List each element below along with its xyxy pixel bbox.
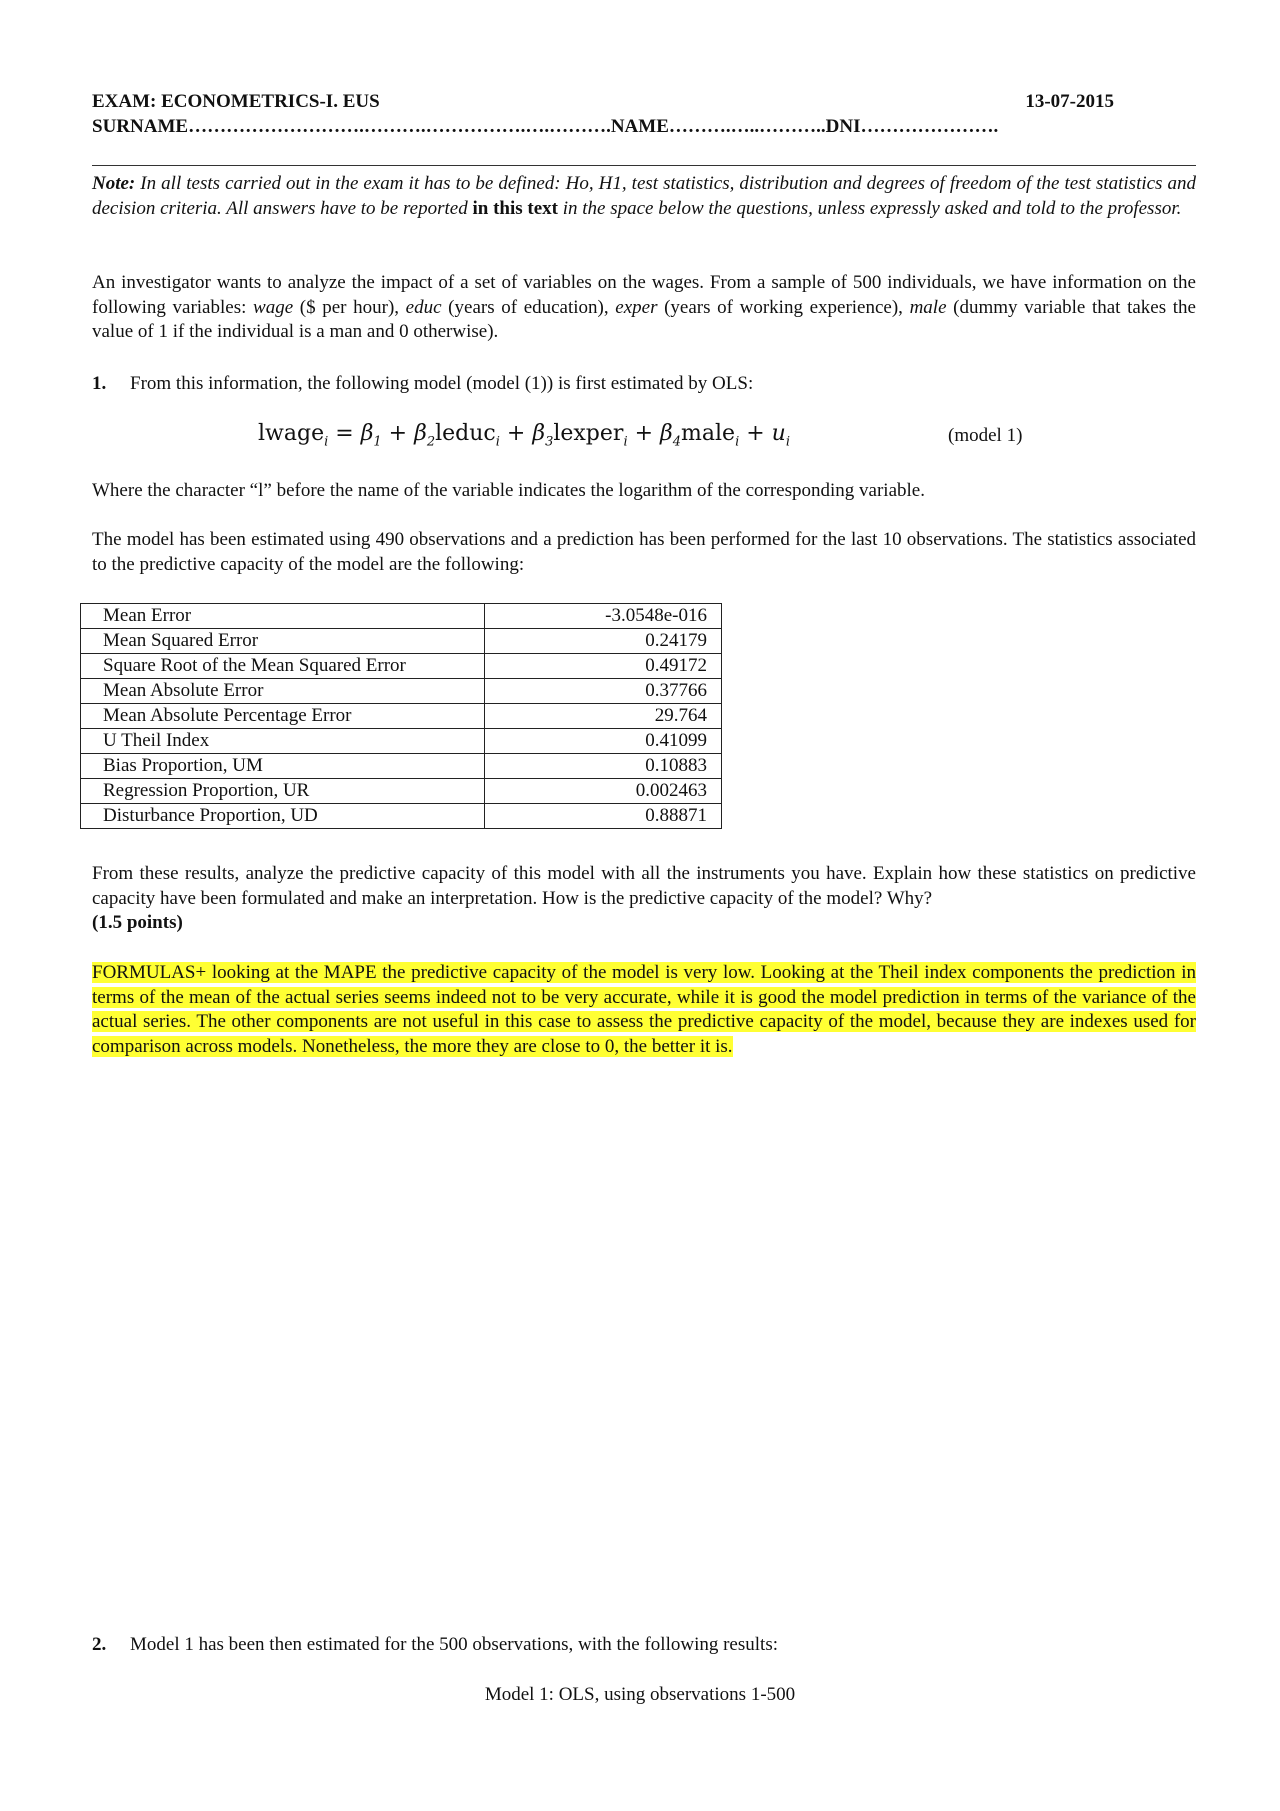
where-paragraph: Where the character “l” before the name of the variable indicates the logarithm of the corresponding variable. [92,480,925,501]
intro-text: An investigator wants to analyze the impact of a set of variables on the wages. From a sample of 500 individuals, we have information on the following variables: [92,272,1196,318]
model-caption: Model 1: OLS, using observations 1-500 [484,1684,796,1705]
exam-title: EXAM: ECONOMETRICS-I. EUS [92,91,380,112]
stats-row [81,679,722,704]
var-male: male [909,296,947,318]
intro-paragraph [92,271,1196,345]
dni-field[interactable]: …………………. [860,115,999,137]
stats-row [81,804,722,829]
model-equation: lwage$_i$ = $\beta_1$ + $\beta_2leduc_i$ + $\beta_3lexper_i$ + $\beta_4male_i + u_i$ [258,421,791,450]
stats-row [81,654,722,679]
stat-value: 0.49172 [485,654,722,679]
stat-value: -3.0548e-016 [485,604,722,629]
equation-label: (model 1) [948,425,1023,446]
note-text-1: In all tests carried out in the exam it has to be defined: Ho, H1, test statistics, distribution and degrees of freedom of the test statistics and decision criteria. All answers have to be reported [92,173,1196,219]
surname-field[interactable]: ……………………….……….…………….….………. [188,115,611,137]
question-1 [92,372,1196,397]
header-line-1 [92,90,1114,115]
stat-label: Disturbance Proportion, UD [81,804,485,829]
question-prompt-text: From these results, analyze the predictive capacity of this model with all the instruments you have. Explain how these statistics on predictive capacity have been formulated and make an interpretation. How is the predictive capacity of the model? Why? [92,863,1196,909]
name-label: NAME [610,115,669,137]
name-field[interactable]: ……….…..………. [668,115,821,137]
stat-value: 0.10883 [485,754,722,779]
stat-label: Mean Absolute Percentage Error [81,704,485,729]
question-2 [92,1633,1196,1658]
stat-value: 29.764 [485,704,722,729]
answer-text [92,961,1196,1060]
stats-row [81,629,722,654]
intro-text: ($ per hour), [293,296,406,318]
stat-label: Mean Absolute Error [81,679,485,704]
stat-value: 0.37766 [485,679,722,704]
stat-label: U Theil Index [81,729,485,754]
stat-label: Square Root of the Mean Squared Error [81,654,485,679]
question-1-prompt [92,862,1196,936]
stat-label: Mean Squared Error [81,629,485,654]
stat-value: 0.41099 [485,729,722,754]
prediction-stats-table [80,603,722,829]
highlighted-answer: FORMULAS+ looking at the MAPE the predictive capacity of the model is very low. Looking at the Theil index components the prediction in terms of the mean of the actual series seems indeed not to be very accurate, while it is good the model prediction in terms of the variance of the actual series. The other components are not useful in this case to assess the predictive capacity of the model, because they are indexes used for comparison across models. Nonetheless, the more they are close to 0, the better it is. [92,962,1196,1058]
note-text-2: in the space below the questions, unless expressly asked and told to the professor. [557,197,1182,219]
exam-header [92,90,1196,139]
var-exper: exper [615,296,658,318]
stat-label: Regression Proportion, UR [81,779,485,804]
stat-label: Bias Proportion, UM [81,754,485,779]
stat-value: 0.24179 [485,629,722,654]
stat-label: Mean Error [81,604,485,629]
note-label: Note: [92,173,136,194]
intro-text: (years of working experience), [657,296,910,318]
var-wage: wage [253,296,294,318]
question-text: From this information, the following model (model (1)) is first estimated by OLS: [130,373,754,394]
stat-value: 0.002463 [485,779,722,804]
var-educ: educ [405,296,442,318]
exam-note [92,172,1196,221]
question-text: Model 1 has been then estimated for the 500 observations, with the following results: [130,1634,778,1655]
intro-text: (dummy variable that takes the value of 1 if the individual is a man and 0 otherwise). [92,296,1196,343]
intro-text: (years of education), [441,296,616,318]
stats-row [81,729,722,754]
dni-label: .DNI [820,115,861,137]
stats-row [81,779,722,804]
header-divider [92,165,1196,166]
surname-label: SURNAME [92,115,189,137]
question-number: 2. [92,1634,107,1655]
question-points: (1.5 points) [92,912,183,934]
header-line-2 [92,115,1132,140]
stats-row [81,704,722,729]
question-number: 1. [92,373,107,394]
model-paragraph: The model has been estimated using 490 observations and a prediction has been performed for the last 10 observations. The statistics associated to the predictive capacity of the model are the following: [92,529,1196,575]
note-bold: in this text [472,197,558,219]
stats-row [81,604,722,629]
exam-date: 13-07-2015 [1025,91,1114,112]
stat-value: 0.88871 [485,804,722,829]
stats-row [81,754,722,779]
